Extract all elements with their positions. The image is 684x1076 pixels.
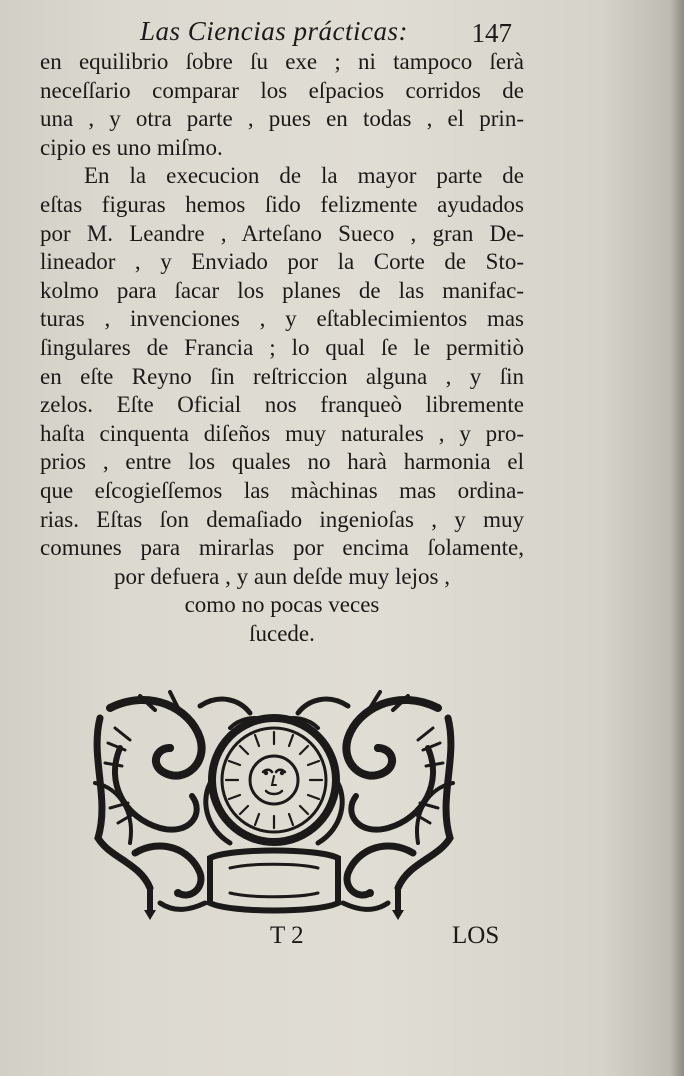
text-line: que eſcogieſſemos las màchinas mas ordina- bbox=[40, 477, 524, 503]
page-edge-shadow bbox=[670, 0, 684, 1076]
text-line: ſucede. bbox=[249, 620, 315, 646]
text-line: por M. Leandre , Arteſano Sueco , gran De- bbox=[40, 220, 524, 246]
text-line: eſtas figuras hemos ſido felizmente ayudados bbox=[40, 191, 524, 217]
text-line: una , y otra parte , pues en todas , el prin- bbox=[40, 106, 524, 132]
body-text bbox=[40, 48, 524, 648]
catchword: LOS bbox=[452, 922, 500, 949]
signature-mark: T 2 bbox=[270, 922, 304, 949]
text-line: neceſſario comparar los eſpacios corridos de bbox=[40, 77, 524, 103]
text-line: prios , entre los quales no harà harmonia el bbox=[40, 449, 524, 475]
text-line: en eſte Reyno ſin reſtriccion alguna , y ſin bbox=[40, 363, 524, 389]
text-line: En la execucion de la mayor parte de bbox=[84, 163, 524, 189]
text-line: por defuera , y aun deſde muy lejos , bbox=[114, 563, 450, 589]
page-number: 147 bbox=[471, 18, 512, 48]
text-line: en equilibrio ſobre ſu exe ; ni tampoco ſerà bbox=[40, 49, 524, 74]
text-line: cipio es uno miſmo. bbox=[40, 134, 223, 160]
text-line: zelos. Eſte Oficial nos franqueò libremente bbox=[40, 392, 524, 418]
text-line: turas , invenciones , y eſtablecimientos mas bbox=[40, 306, 524, 332]
running-title: Las Ciencias prácticas: bbox=[140, 16, 408, 46]
text-line: ſingulares de Francia ; lo qual ſe le permitiò bbox=[40, 334, 524, 360]
text-line: comunes para mirarlas por encima ſolamente, bbox=[40, 535, 524, 561]
text-line: lineador , y Enviado por la Corte de Sto- bbox=[40, 249, 524, 275]
text-line: haſta cinquenta diſeños muy naturales , y pro- bbox=[40, 420, 524, 446]
text-line: kolmo para ſacar los planes de las manifac- bbox=[40, 277, 524, 303]
text-line: como no pocas veces bbox=[184, 592, 380, 618]
page-footer bbox=[40, 922, 524, 958]
text-line: rias. Eſtas ſon demaſiado ingenioſas , y muy bbox=[40, 506, 524, 532]
sun-face-ornament-icon bbox=[80, 688, 468, 920]
tailpiece-ornament bbox=[80, 688, 468, 920]
